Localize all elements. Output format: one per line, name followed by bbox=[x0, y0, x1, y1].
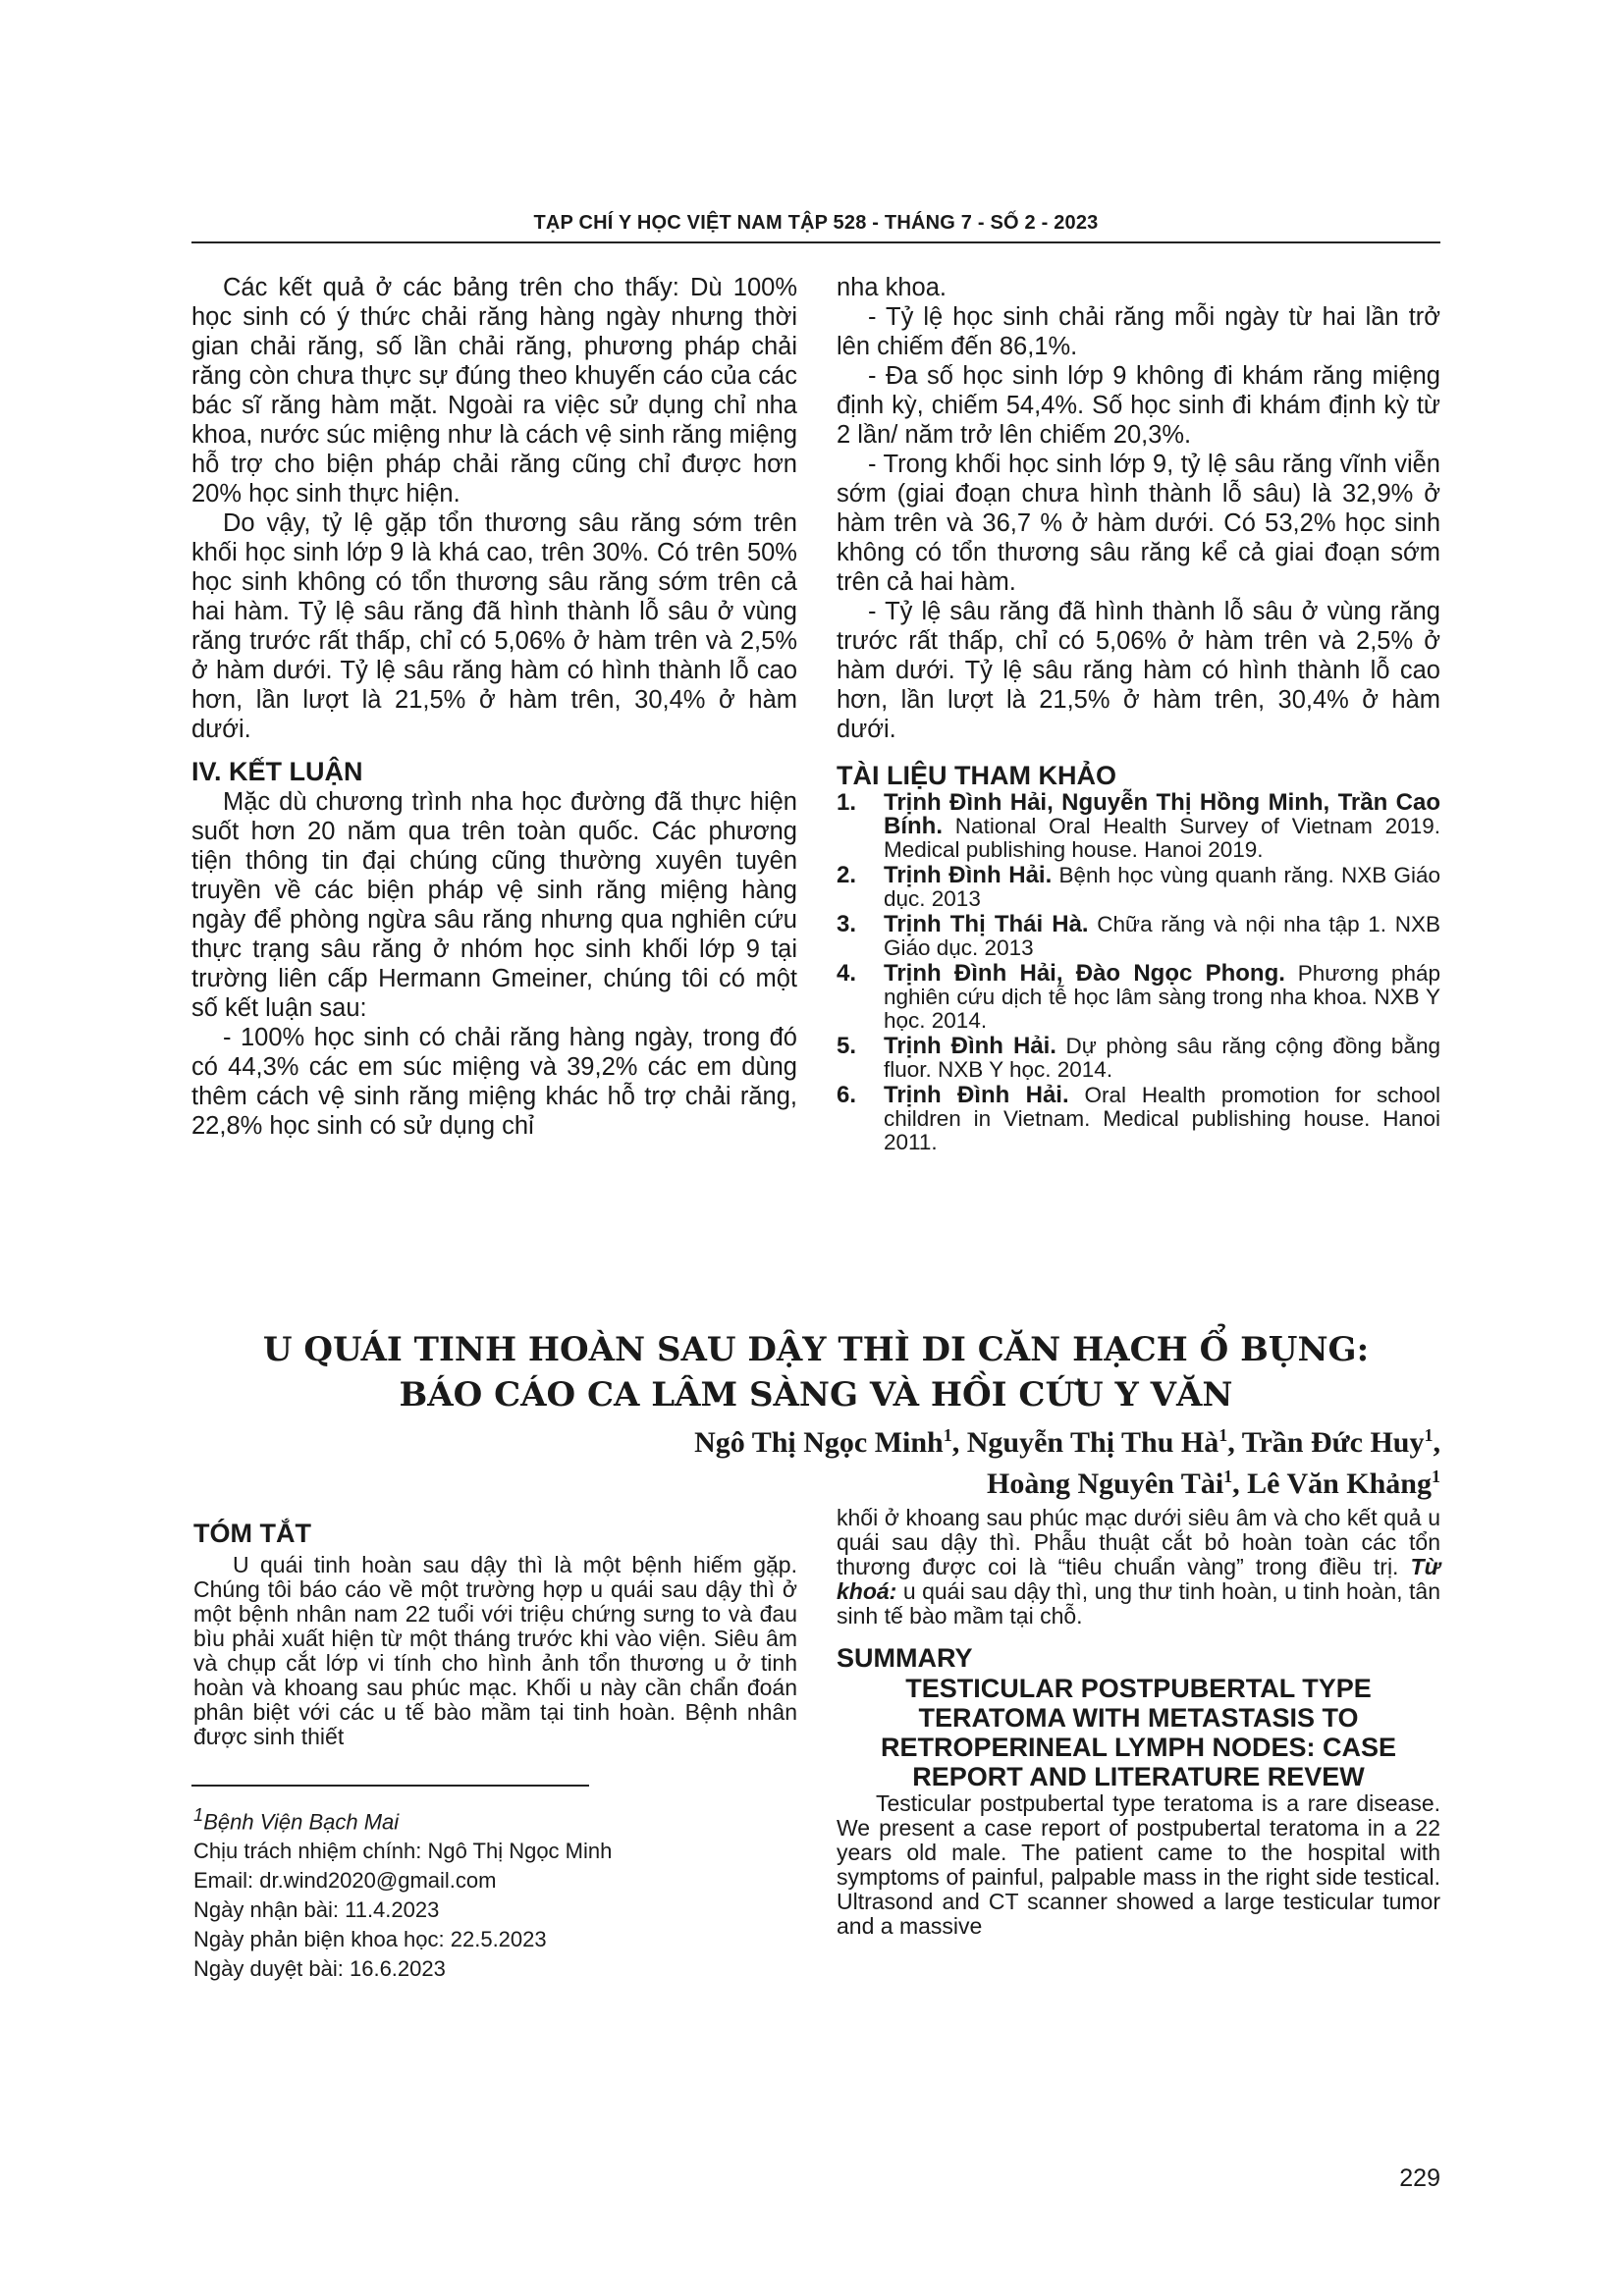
reference-number: 2. bbox=[837, 862, 857, 888]
reference-item bbox=[837, 913, 1440, 960]
body-paragraph: Mặc dù chương trình nha học đường đã thực hiện suốt hơn 20 năm qua trên toàn quốc. Các phương tiện thông tin đại chúng cũng thường xuyên tuyên truyền về các biện pháp vệ sinh răng miệng hàng ngày để phòng ngừa sâu răng nhưng qua nghiên cứu thực trạng sâu răng ở nhóm học sinh khối lớp 9 tại trường liên cấp Hermann Gmeiner, chúng tôi có một số kết luận sau: bbox=[191, 788, 797, 1022]
reference-text: Oral Health promotion for school children in Vietnam. Medical publishing house. Hanoi 2011. bbox=[884, 1083, 1440, 1154]
reference-authors: Trịnh Đình Hải. bbox=[884, 862, 1053, 888]
reference-list bbox=[837, 791, 1440, 1154]
bullet-paragraph: - Tỷ lệ học sinh chải răng mỗi ngày từ hai lần trở lên chiếm đến 86,1%. bbox=[837, 303, 1440, 360]
section-heading-conclusion: IV. KẾT LUẬN bbox=[191, 757, 363, 786]
reference-authors: Trịnh Đình Hải. bbox=[884, 1082, 1069, 1108]
keywords-label: Từ khoá: bbox=[837, 1554, 1440, 1604]
article-title bbox=[191, 1327, 1440, 1417]
summary-paragraph: Testicular postpubertal type teratoma is a rare disease. We present a case report of postpubertal teratoma in a 22 years old male. The patient came to the hospital with symptoms of painful, palpable mass in the right side testical. Ultrasond and CT scanner showed a large testicular tumor and a massive bbox=[837, 1790, 1440, 1939]
accepted-date: Ngày duyệt bài: 16.6.2023 bbox=[193, 1956, 446, 1982]
bullet-paragraph: - Đa số học sinh lớp 9 không đi khám răng miệng định kỳ, chiếm 54,4%. Số học sinh đi khám định kỳ từ 2 lần/ năm trở lên chiếm 20,3%. bbox=[837, 362, 1440, 449]
summary-heading: SUMMARY bbox=[837, 1643, 973, 1673]
reference-authors: Trịnh Đình Hải, Đào Ngọc Phong. bbox=[884, 960, 1285, 987]
left-column bbox=[191, 273, 797, 1141]
reference-item bbox=[837, 864, 1440, 911]
footnote bbox=[193, 1800, 797, 1984]
keywords-text: u quái sau dậy thì, ung thư tinh hoàn, u tinh hoàn, tân sinh tế bào mầm tại chỗ. bbox=[837, 1578, 1440, 1629]
contact-email: Email: dr.wind2020@gmail.com bbox=[193, 1868, 497, 1894]
abstract-paragraph bbox=[837, 1506, 1440, 1629]
summary-english-title: TESTICULAR POSTPUBERTAL TYPE TERATOMA WITH METASTASIS TO RETROPERINEAL LYMPH NODES: CASE REPORT AND LITERATURE REVEW bbox=[880, 1674, 1397, 1791]
body-paragraph: - 100% học sinh có chải răng hàng ngày, trong đó có 44,3% các em súc miệng và 39,2% các em dùng thêm cách vệ sinh răng miệng khác hỗ trợ chải răng, 22,8% học sinh có sử dụng chỉ bbox=[191, 1024, 797, 1140]
abstract-heading: TÓM TẮT bbox=[193, 1519, 311, 1548]
corresponding-author: Chịu trách nhiệm chính: Ngô Thị Ngọc Minh bbox=[193, 1839, 613, 1864]
header-divider bbox=[191, 241, 1440, 243]
article-title-line: U QUÁI TINH HOÀN SAU DẬY THÌ DI CĂN HẠCH Ổ BỤNG: bbox=[262, 1330, 1370, 1369]
authors-line bbox=[459, 1458, 1440, 1503]
reference-item bbox=[837, 791, 1440, 862]
reference-number: 4. bbox=[837, 960, 857, 987]
author-name: Ngô Thị Ngọc Minh bbox=[694, 1426, 944, 1459]
author-name: , bbox=[1433, 1426, 1440, 1459]
abstract-paragraph: U quái tinh hoàn sau dậy thì là một bệnh hiếm gặp. Chúng tôi báo cáo về một trường hợp u quái sau dậy thì ở một bệnh nhân nam 22 tuổi với triệu chứng sưng to và đau bìu phải xuất hiện từ một tháng trước khi vào viện. Siêu âm và chụp cắt lớp vi tính cho hình ảnh tổn thương u ở tinh hoàn và khoang sau phúc mạc. Khối u này cần chẩn đoán phân biệt với các u tế bào mầm tại tinh hoàn. Bệnh nhân được sinh thiết bbox=[193, 1552, 797, 1749]
author-affiliation: 1 bbox=[1218, 1425, 1228, 1445]
footnote-affiliation-mark: 1 bbox=[193, 1804, 204, 1825]
reviewed-date: Ngày phản biện khoa học: 22.5.2023 bbox=[193, 1927, 547, 1952]
abstract-body bbox=[193, 1553, 797, 1749]
abstract-section bbox=[193, 1518, 797, 1749]
author-affiliation: 1 bbox=[943, 1425, 952, 1445]
reference-number: 3. bbox=[837, 911, 857, 937]
section-heading-references: TÀI LIỆU THAM KHẢO bbox=[837, 761, 1116, 790]
author-name: , Nguyễn Thị Thu Hà bbox=[951, 1426, 1219, 1459]
right-column bbox=[837, 273, 1440, 1156]
author-name: Hoàng Nguyên Tài bbox=[986, 1468, 1224, 1500]
received-date: Ngày nhận bài: 11.4.2023 bbox=[193, 1897, 440, 1923]
author-name: , Trần Đức Huy bbox=[1227, 1426, 1425, 1459]
author-affiliation: 1 bbox=[1432, 1467, 1440, 1486]
reference-authors: Trịnh Đình Hải. bbox=[884, 1033, 1056, 1059]
footnote-affiliation bbox=[193, 1800, 797, 1837]
abstract-continuation-text: khối ở khoang sau phúc mạc dưới siêu âm và cho kết quả u quái sau dậy thì. Phẫu thuật cắt bỏ hoàn toàn các tổn thương được coi là “tiêu chuẩn vàng” trong điều trị. bbox=[837, 1505, 1440, 1579]
authors-line bbox=[459, 1416, 1440, 1462]
body-paragraph: nha khoa. bbox=[837, 274, 947, 301]
summary-body bbox=[837, 1791, 1440, 1939]
right-abstract-column bbox=[837, 1506, 1440, 1939]
reference-item bbox=[837, 1084, 1440, 1154]
bullet-paragraph: - Tỷ lệ sâu răng đã hình thành lỗ sâu ở vùng răng trước rất thấp, chỉ có 5,06% ở hàm trên và 2,5% ở hàm dưới. Tỷ lệ sâu răng hàm có hình thành lỗ cao hơn, lần lượt là 21,5% ở hàm trên, 30,4% ở hàm dưới. bbox=[837, 598, 1440, 743]
reference-text: Bệnh học vùng quanh răng. NXB Giáo dục. 2013 bbox=[884, 863, 1441, 911]
reference-text: National Oral Health Survey of Vietnam 2019. Medical publishing house. Hanoi 2019. bbox=[884, 814, 1440, 862]
bullet-paragraph: - Trong khối học sinh lớp 9, tỷ lệ sâu răng vĩnh viễn sớm (giai đoạn chưa hình thành lỗ sâu) là 32,9% ở hàm trên và 36,7 % ở hàm dưới. Có 53,2% học sinh không có tổn thương sâu răng kể cả giai đoạn sớm trên cả hai hàm. bbox=[837, 451, 1440, 596]
reference-number: 1. bbox=[837, 789, 857, 816]
running-header: TẠP CHÍ Y HỌC VIỆT NAM TẬP 528 - THÁNG 7 - SỐ 2 - 2023 bbox=[533, 212, 1099, 234]
reference-number: 6. bbox=[837, 1082, 857, 1108]
reference-text: Phương pháp nghiên cứu dịch tễ học lâm sàng trong nha khoa. NXB Y học. 2014. bbox=[884, 961, 1441, 1033]
reference-authors: Trịnh Thị Thái Hà. bbox=[884, 911, 1089, 937]
abstract-continuation bbox=[837, 1506, 1440, 1629]
reference-number: 5. bbox=[837, 1033, 857, 1059]
reference-item bbox=[837, 962, 1440, 1033]
reference-authors: Trịnh Đình Hải, Nguyễn Thị Hồng Minh, Trần Cao Bính. bbox=[884, 789, 1440, 839]
author-name: , Lê Văn Khảng bbox=[1232, 1468, 1432, 1500]
author-affiliation: 1 bbox=[1223, 1467, 1233, 1486]
reference-item bbox=[837, 1035, 1440, 1082]
reference-text: Chữa răng và nội nha tập 1. NXB Giáo dục. 2013 bbox=[884, 912, 1440, 960]
reference-text: Dự phòng sâu răng cộng đồng bằng fluor. NXB Y học. 2014. bbox=[884, 1034, 1440, 1082]
article-title-line: BÁO CÁO CA LÂM SÀNG VÀ HỒI CỨU Y VĂN bbox=[399, 1375, 1233, 1415]
author-affiliation: 1 bbox=[1424, 1425, 1434, 1445]
body-paragraph: Các kết quả ở các bảng trên cho thấy: Dù 100% học sinh có ý thức chải răng hàng ngày nhưng thời gian chải răng, số lần chải răng, phương pháp chải răng còn chưa thực sự đúng theo khuyến cáo của các bác sĩ răng hàm mặt. Ngoài ra việc sử dụng chỉ nha khoa, nước súc miệng như là cách vệ sinh răng miệng hỗ trợ cho biện pháp chải răng cũng chỉ được hơn 20% học sinh thực hiện. bbox=[191, 274, 797, 507]
affiliation-name: Bệnh Viện Bạch Mai bbox=[203, 1809, 400, 1835]
body-paragraph: Do vậy, tỷ lệ gặp tổn thương sâu răng sớm trên khối học sinh lớp 9 là khá cao, trên 30%. Có trên 50% học sinh không có tổn thương sâu răng sớm trên cả hai hàm. Tỷ lệ sâu răng đã hình thành lỗ sâu ở vùng răng trước rất thấp, chỉ có 5,06% ở hàm trên và 2,5% ở hàm dưới. Tỷ lệ sâu răng hàm có hình thành lỗ cao hơn, lần lượt là 21,5% ở hàm trên, 30,4% ở hàm dưới. bbox=[191, 509, 797, 743]
page-number: 229 bbox=[1399, 2164, 1440, 2192]
footnote-divider bbox=[191, 1785, 589, 1787]
